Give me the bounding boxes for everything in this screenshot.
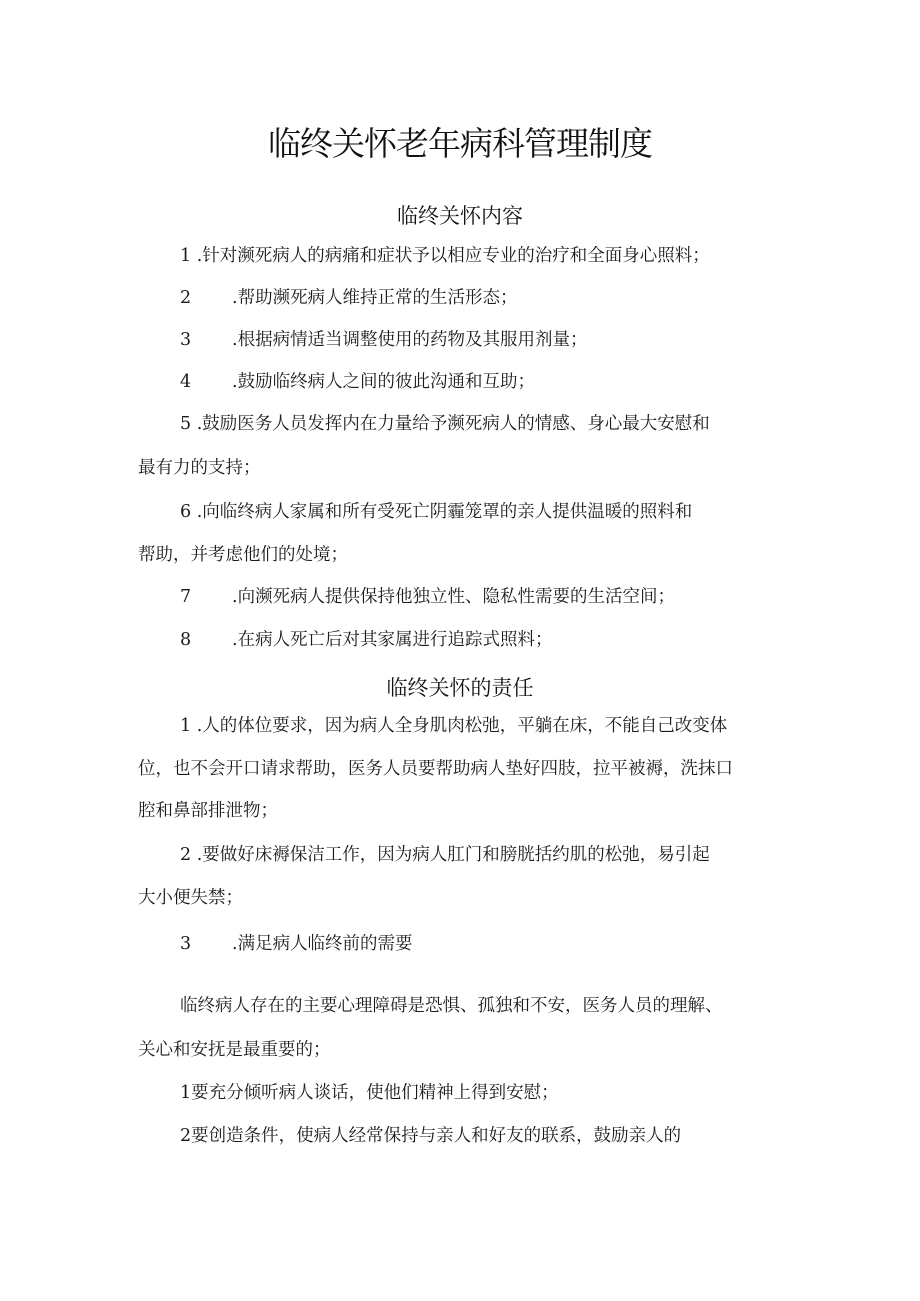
list-item [180, 370, 535, 394]
paragraph-item: 1要充分倾听病人谈话，使他们精神上得到安慰； [180, 1083, 559, 1103]
paragraph-item: 2要创造条件，使病人经常保持与亲人和好友的联系，鼓励亲人的 [180, 1126, 682, 1146]
item-text: .向濒死病人提供保持他独立性、隐私性需要的生活空间； [232, 587, 676, 607]
item-text: .向临终病人家属和所有受死亡阴霾笼罩的亲人提供温暖的照料和 [196, 502, 693, 522]
item-text: .针对濒死病人的病痛和症状予以相应专业的治疗和全面身心照料； [196, 246, 710, 266]
list-item [180, 412, 710, 436]
list-item [180, 500, 692, 524]
list-item-continuation: 腔和鼻部排泄物； [138, 801, 278, 821]
paragraph-line: 临终病人存在的主要心理障碍是恐惧、孤独和不安，医务人员的理解、 [180, 996, 723, 1016]
paragraph-line: 关心和安抚是最重要的； [138, 1040, 331, 1060]
item-text: .鼓励医务人员发挥内在力量给予濒死病人的情感、身心最大安慰和 [196, 414, 710, 434]
list-item [180, 585, 675, 609]
item-text: .满足病人临终前的需要 [232, 934, 413, 954]
list-item [180, 328, 588, 352]
list-item [180, 932, 413, 956]
list-item-continuation: 最有力的支持； [138, 458, 261, 478]
list-item [180, 628, 553, 652]
item-text: .在病人死亡后对其家属进行追踪式照料； [232, 630, 553, 650]
list-item-continuation: 位，也不会开口请求帮助，医务人员要帮助病人垫好四肢，拉平被褥，洗抹口 [138, 759, 733, 779]
item-text: .要做好床褥保洁工作，因为病人肛门和膀胱括约肌的松弛，易引起 [196, 845, 710, 865]
item-text: .帮助濒死病人维持正常的生活形态； [232, 288, 518, 308]
item-number: 4 [180, 372, 192, 392]
item-text: .鼓励临终病人之间的彼此沟通和互助； [232, 372, 536, 392]
section-heading-content: 临终关怀内容 [397, 204, 523, 228]
item-text: .根据病情适当调整使用的药物及其服用剂量； [232, 330, 588, 350]
list-item-continuation: 帮助，并考虑他们的处境； [138, 545, 348, 565]
page-title: 临终关怀老年病科管理制度 [268, 124, 652, 163]
item-number: 3 [180, 934, 192, 954]
item-number: 1 [180, 716, 192, 736]
item-number: 2 [180, 845, 192, 865]
list-item [180, 244, 710, 268]
item-number: 5 [180, 414, 192, 434]
item-number: 3 [180, 330, 192, 350]
item-number: 2 [180, 288, 192, 308]
item-number: 6 [180, 502, 192, 522]
section-heading-responsibility: 临终关怀的责任 [386, 676, 534, 700]
list-item-continuation: 大小便失禁； [138, 888, 243, 908]
list-item [180, 714, 727, 738]
item-number: 7 [180, 587, 192, 607]
item-text: .人的体位要求，因为病人全身肌肉松弛，平躺在床，不能自己改变体 [196, 716, 728, 736]
item-number: 1 [180, 246, 192, 266]
list-item [180, 843, 710, 867]
item-number: 8 [180, 630, 192, 650]
list-item [180, 286, 518, 310]
